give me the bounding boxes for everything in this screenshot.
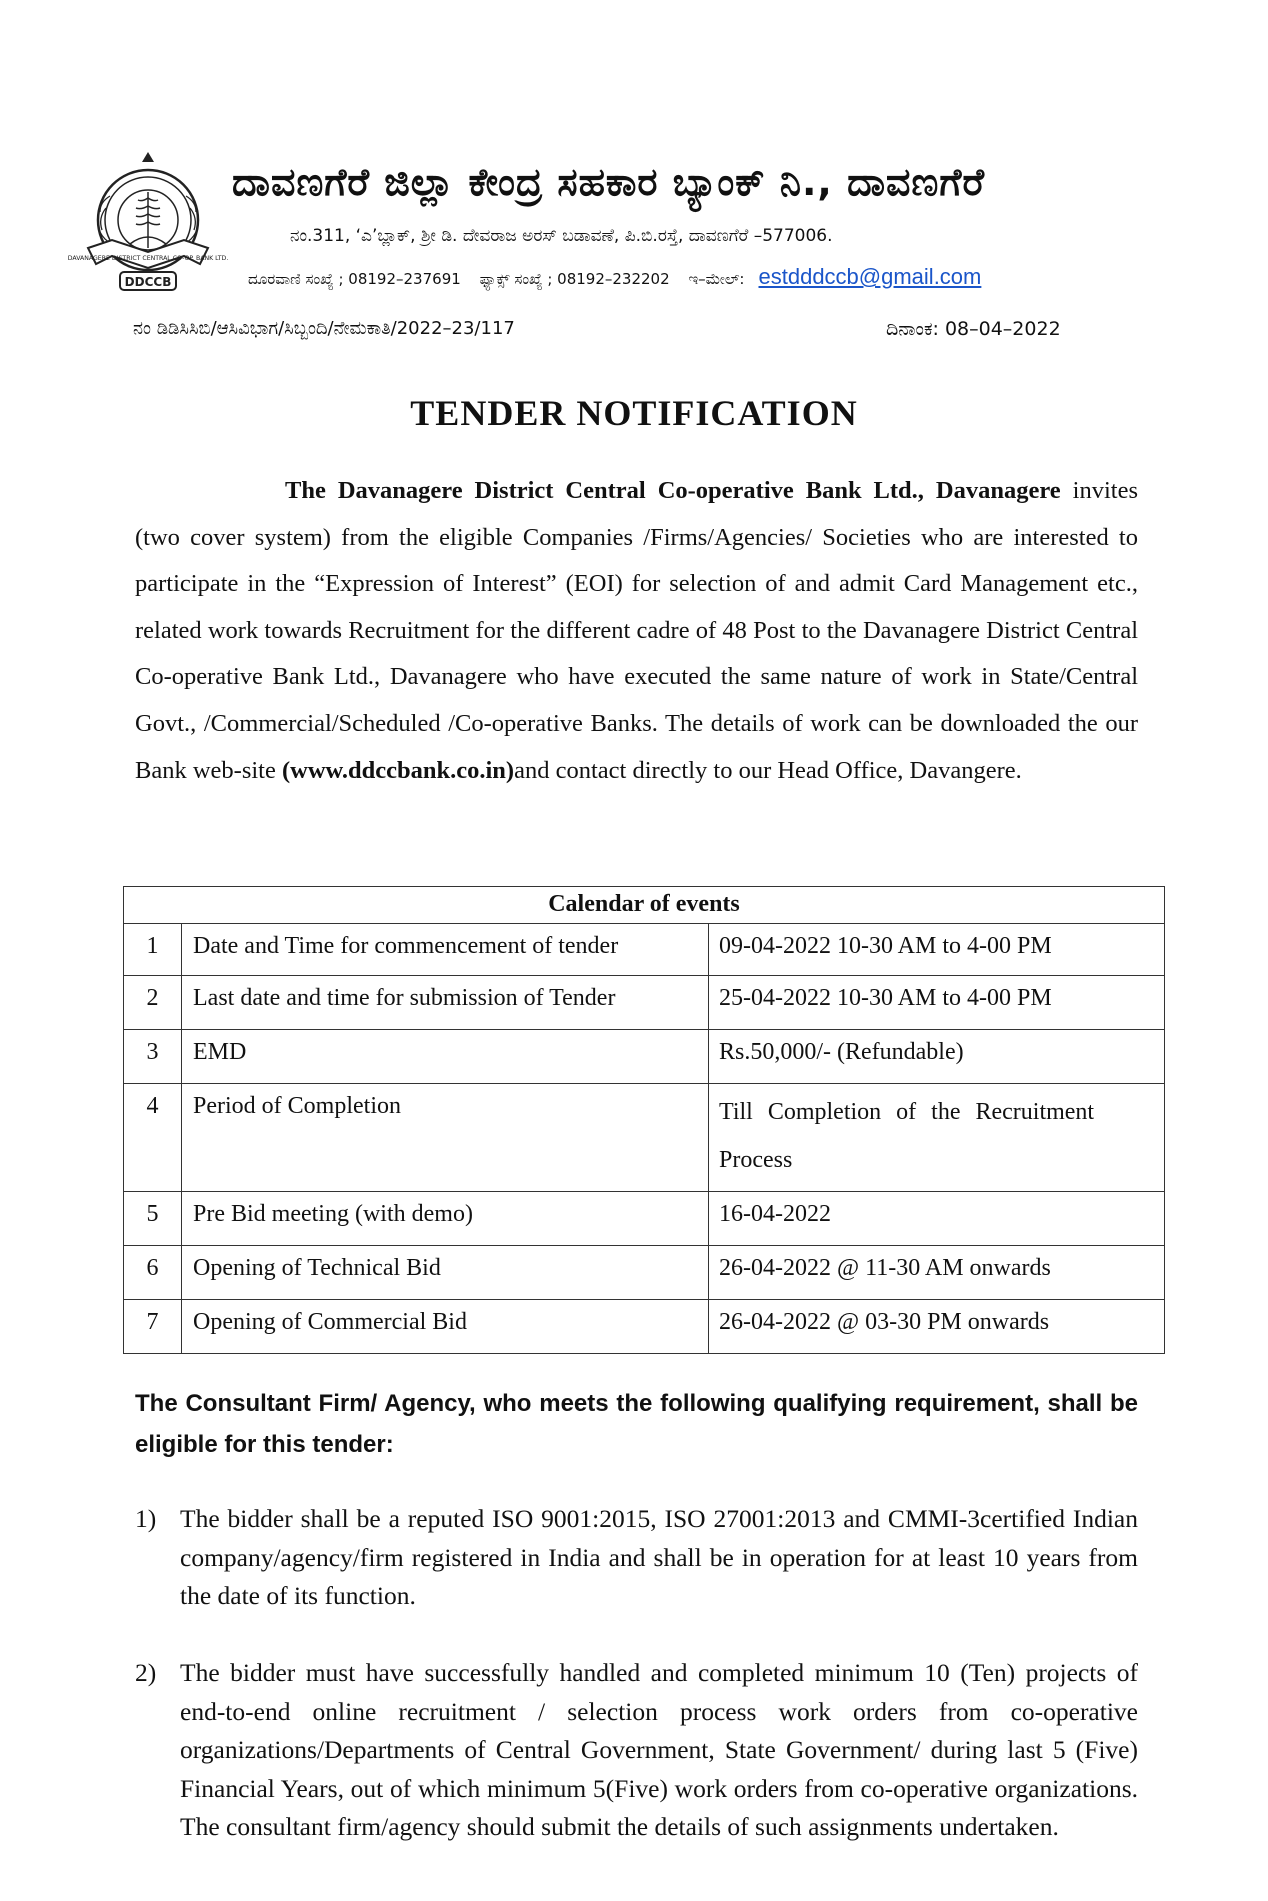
row-number: 1 (124, 924, 182, 976)
event-label: Opening of Technical Bid (182, 1246, 709, 1300)
event-label: Last date and time for submission of Tender (182, 976, 709, 1030)
intro-paragraph (135, 468, 1138, 794)
event-value: 16-04-2022 (709, 1192, 1165, 1246)
event-value: 09-04-2022 10-30 AM to 4-00 PM (709, 924, 1165, 976)
event-label: EMD (182, 1030, 709, 1084)
event-value: 25-04-2022 10-30 AM to 4-00 PM (709, 976, 1165, 1030)
logo-banner-text: DAVANAGERE DISTRICT CENTRAL CO-OP. BANK LTD. (67, 255, 229, 262)
event-value (709, 1084, 1165, 1192)
email-label: ಇ–ಮೇಲ್: (688, 270, 745, 288)
table-row (124, 1192, 1165, 1246)
bank-name-heading: ದಾವಣಗೆರೆ ಜಿಲ್ಲಾ ಕೇಂದ್ರ ಸಹಕಾರ ಬ್ಯಾಂಕ್ ನಿ., ದಾವಣಗೆರೆ (232, 160, 986, 204)
requirement-item (135, 1654, 1138, 1847)
requirement-number: 2) (135, 1658, 157, 1687)
email-link[interactable]: estdddccb@gmail.com (758, 264, 982, 289)
event-value: 26-04-2022 @ 11-30 AM onwards (709, 1246, 1165, 1300)
table-row (124, 1300, 1165, 1354)
event-value: Rs.50,000/- (Refundable) (709, 1030, 1165, 1084)
fax-number: ಫ್ಯಾಕ್ಸ್ ಸಂಖ್ಯೆ ; 08192–232202 (479, 270, 670, 288)
row-number: 3 (124, 1030, 182, 1084)
row-number: 7 (124, 1300, 182, 1354)
requirement-text: The bidder shall be a reputed ISO 9001:2015, ISO 27001:2013 and CMMI-3certified Indian company/agency/firm registered in India and shall be in operation for at least 10 years from the date of its function. (180, 1504, 1138, 1610)
row-number: 4 (124, 1084, 182, 1192)
requirement-number: 1) (135, 1504, 157, 1533)
requirement-item (135, 1500, 1138, 1616)
bank-website[interactable]: (www.ddccbank.co.in) (281, 756, 515, 784)
event-value-line: Till Completion of the Recruitment (719, 1099, 1095, 1125)
bank-address: ನಂ.311, ‘ಎ’ಬ್ಲಾಕ್, ಶ್ರೀ ಡಿ. ದೇವರಾಜ ಅರಸ್ ಬಡಾವಣೆ, ಪಿ.ಬಿ.ರಸ್ತೆ, ದಾವಣಗೆರೆ –577006. (290, 226, 833, 246)
contact-line (248, 264, 995, 290)
table-row (124, 924, 1165, 976)
bank-logo (67, 148, 229, 296)
table-row (124, 1246, 1165, 1300)
event-label: Pre Bid meeting (with demo) (182, 1192, 709, 1246)
letter-date: ದಿನಾಂಕ: 08–04–2022 (886, 318, 1061, 340)
calendar-of-events-table (123, 886, 1165, 1354)
event-label: Period of Completion (182, 1084, 709, 1192)
requirement-text: The bidder must have successfully handled and completed minimum 10 (Ten) projects of end-to-end online recruitment / selection process work orders from co-operative organizations/Departments of Central Government, State Government/ during last 5 (Five) Financial Years, out of which minimum 5(Five) work orders from co-operative organizations. The consultant firm/agency should submit the details of such assignments undertaken. (180, 1658, 1138, 1841)
reference-number: ನಂ ಡಿಡಿಸಿಸಿಬಿ/ಆಸಿವಿಭಾಗ/ಸಿಬ್ಬಂದಿ/ನೇಮಕಾತಿ/2022–23/117 (133, 318, 515, 339)
page-title: TENDER NOTIFICATION (410, 393, 858, 433)
event-label: Opening of Commercial Bid (182, 1300, 709, 1354)
event-label: Date and Time for commencement of tender (182, 924, 709, 976)
intro-body: invites (two cover system) from the eligible Companies /Firms/Agencies/ Societies who are interested to participate in the “Expression of Interest” (EOI) for selection of and admit Card Management etc., related work towards Recruitment for the different cadre of 48 Post to the Davanagere District Central Co-operative Bank Ltd., Davanagere who have executed the same nature of work in State/Central Govt., /Commercial/Scheduled /Co-operative Banks. The details of work can be downloaded the our Bank web-site (135, 477, 1138, 784)
logo-abbreviation: DDCCB (124, 275, 172, 289)
event-value: 26-04-2022 @ 03-30 PM onwards (709, 1300, 1165, 1354)
table-row (124, 976, 1165, 1030)
intro-tail: and contact directly to our Head Office, Davangere. (514, 756, 1022, 784)
row-number: 5 (124, 1192, 182, 1246)
row-number: 2 (124, 976, 182, 1030)
event-value-line: Process (719, 1147, 793, 1173)
bank-name-bold: The Davanagere District Central Co-operative Bank Ltd., Davanagere (285, 477, 1061, 504)
table-row (124, 1084, 1165, 1192)
table-row (124, 1030, 1165, 1084)
row-number: 6 (124, 1246, 182, 1300)
phone-number: ದೂರವಾಣಿ ಸಂಖ್ಯೆ ; 08192–237691 (248, 270, 461, 288)
eligibility-heading: The Consultant Firm/ Agency, who meets the following qualifying requirement, shall be eligible for this tender: (135, 1390, 1138, 1458)
calendar-heading: Calendar of events (124, 887, 1165, 924)
